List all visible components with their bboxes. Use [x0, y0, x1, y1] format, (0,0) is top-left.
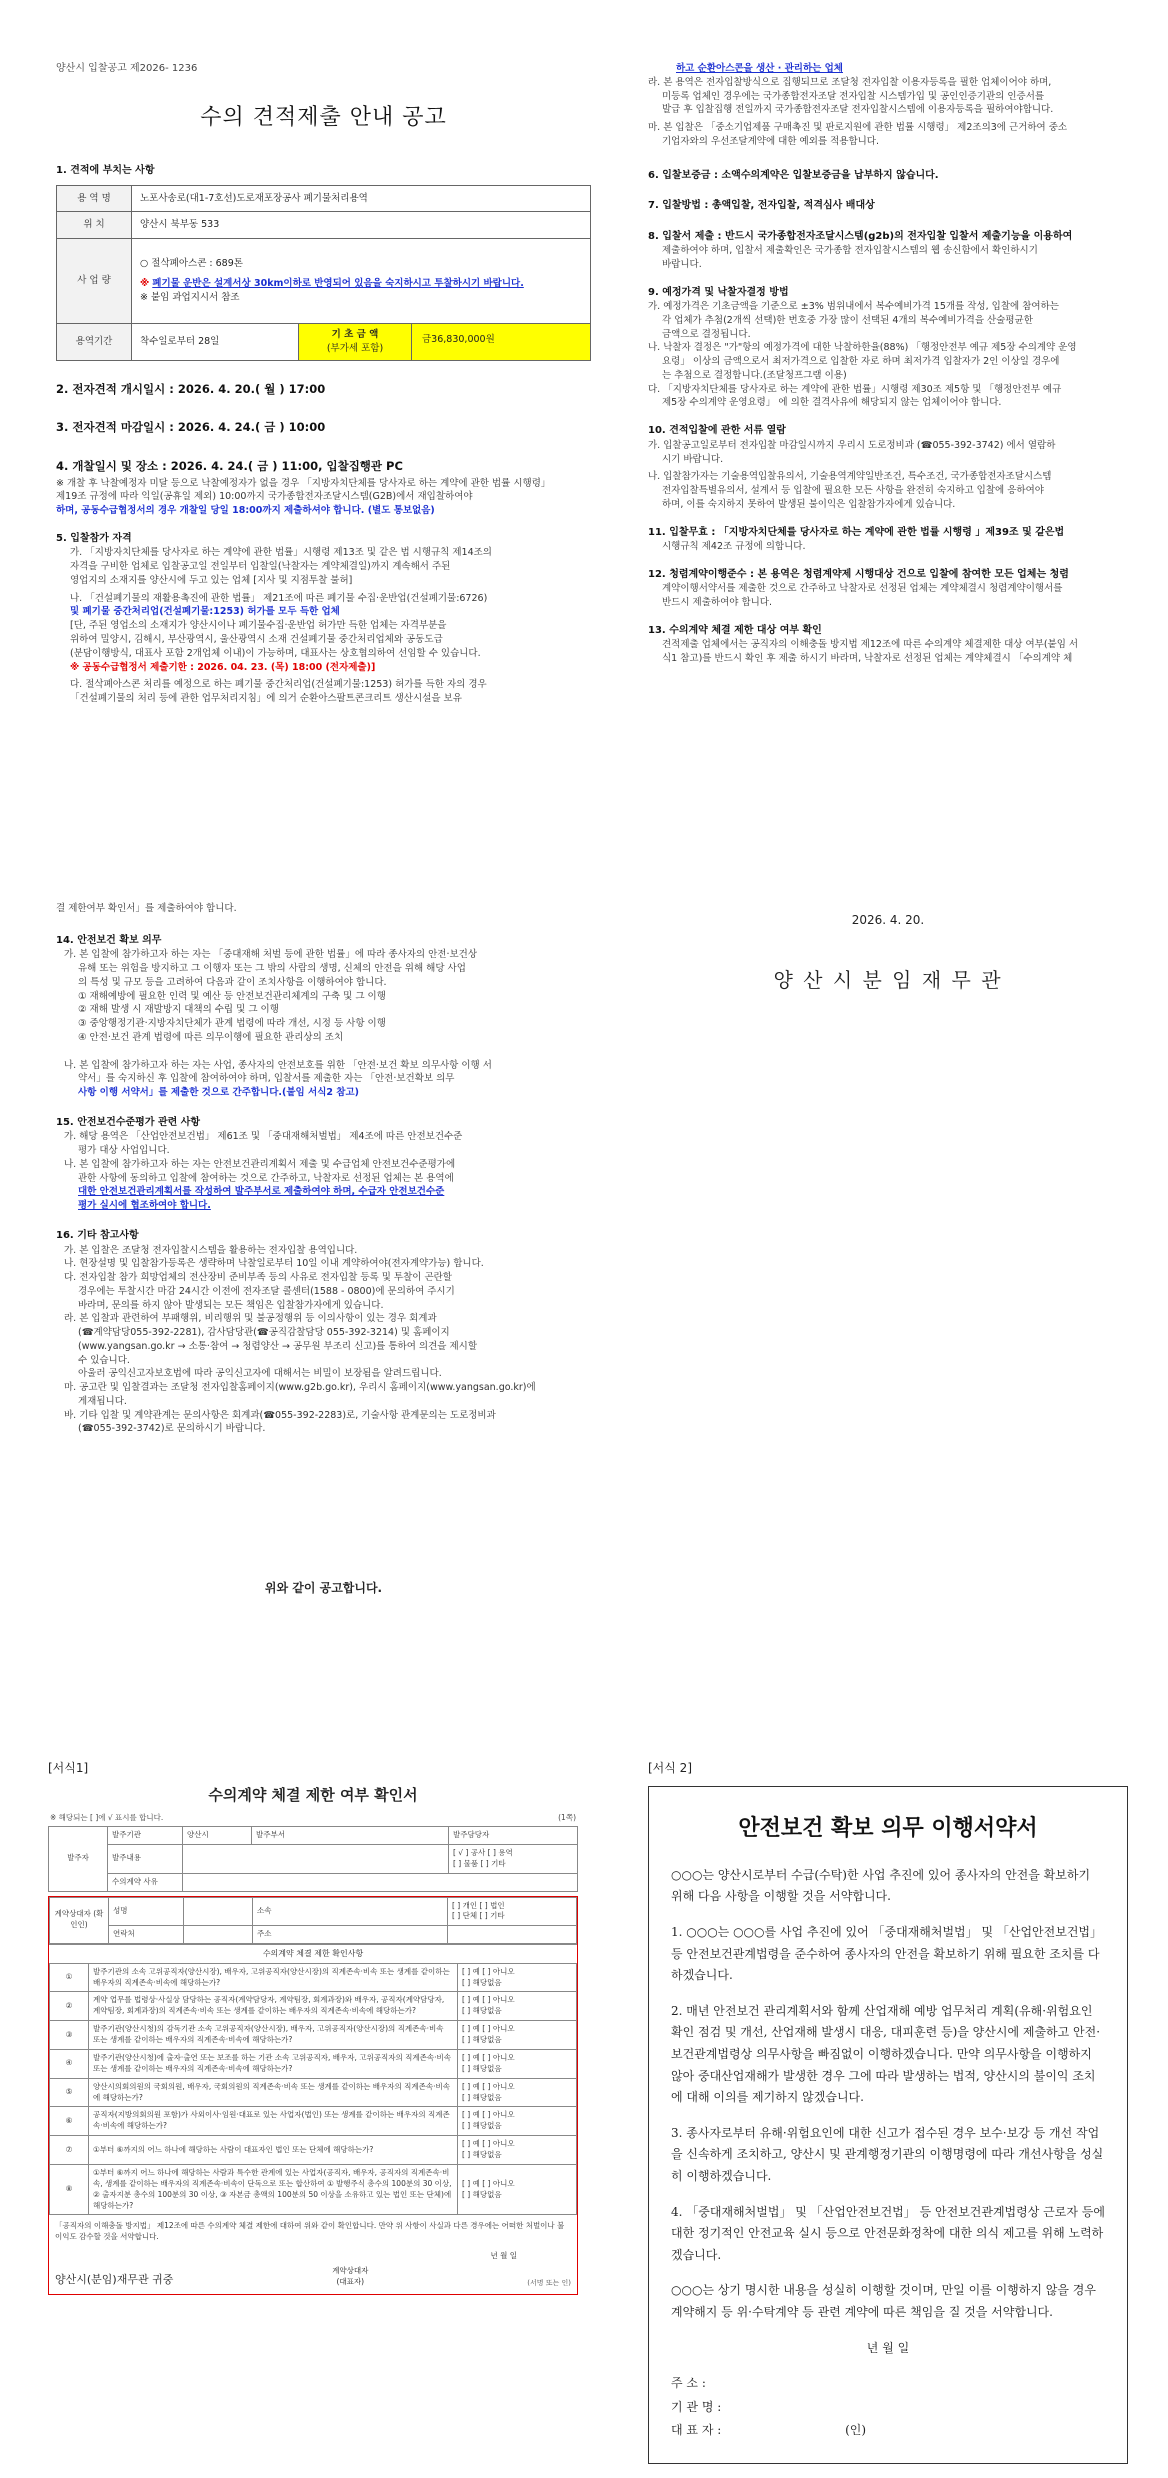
form1-note: ※ 해당되는 [ ]에 √ 표시를 합니다. [50, 1813, 164, 1823]
overview-location-value: 양산시 북부동 533 [132, 212, 591, 239]
form1-label: [서식1] [48, 1761, 89, 1775]
form1 [48, 1760, 578, 2463]
section-15-ga-line: 가. 해당 용역은 「산업안전보건법」 제61조 및 「중대재해처벌법」 제4조에 따른 안전보건수준 [64, 1131, 463, 1143]
section-4: 4. 개찰일시 및 장소 : 2026. 4. 24.( 금 ) 11:00, 입찰집행관 PC [56, 458, 403, 473]
section-8-line: 8. 입찰서 제출 : 반드시 국가종합전자조달시스템(g2b)의 전자입찰 입찰서 제출기능을 이용하여 [648, 230, 1073, 242]
overview-row-project [57, 185, 591, 212]
section-16-da-line: 다. 전자입찰 참가 희망업체의 전산장비 준비부족 등의 사유로 전자입찰 등록 및 투찰이 곤란할 [64, 1272, 452, 1284]
overview-row-location [57, 212, 591, 239]
section-5-heading: 5. 입찰참가 자격 [56, 532, 132, 544]
form1-item-row [50, 2021, 577, 2050]
form1-item-not-applicable[interactable]: [ ] 해당없음 [462, 2006, 502, 2016]
section-4-notes [56, 477, 591, 518]
section-5-na-deadline: ※ 공동수급협정서 제출기한 : 2026. 04. 23. (목) 18:00 (전자제출)] [70, 661, 376, 673]
form1-item-yes-no[interactable]: [ ] 예 [ ] 아니오 [462, 2178, 515, 2188]
form1-item-not-applicable[interactable]: [ ] 해당없음 [462, 2092, 502, 2102]
section-9-na-line: 는 추첨으로 결정합니다.(조달청프그램 이용) [662, 369, 847, 381]
section-11 [648, 526, 1168, 554]
form1-item-yes-no[interactable]: [ ] 예 [ ] 아니오 [462, 2024, 515, 2034]
form1-footer-text: 「공직자의 이해충돌 방지법」 제12조에 따른 수의계약 체결 제한에 대하여 위와 같이 확인합니다. 만약 위 사항이 사실과 다른 경우에는 어떠한 처벌이나 불이익도 감수할 것을 서약합니다. [55, 2221, 565, 2242]
form1-meta [50, 1813, 576, 1824]
section-5-ma-line: 마. 본 입찰은 「중소기업제품 구매촉진 및 판로지원에 관한 법률 시행령」 제2조의3에 근거하여 중소 [648, 122, 1068, 134]
section-16-ba-line: 바. 기타 입찰 및 계약관계는 문의사항은 회계과(☎055-392-2283)로, 기술사항 관계문의는 도로정비과 [64, 1409, 496, 1421]
form1-item-number: ② [50, 1992, 89, 2021]
section-15-na-line: 나. 본 입찰에 참가하고자 하는 자는 안전보건관리계획서 제출 및 수급업체 안전보건수준평가에 [64, 1158, 456, 1170]
notice-issuer: 양 산 시 분 임 재 무 관 [773, 968, 1003, 992]
form1-orderer-org-value: 양산시 [183, 1827, 252, 1845]
form1-item-question: 발주기관의 소속 고위공직자(양산시장), 배우자, 고위공직자(양산시장)의 직계존속·비속 또는 생계를 같이하는 배우자의 직계존속·비속에 해당하는가? [89, 1963, 458, 1992]
form1-party-addr-label: 주소 [253, 1926, 448, 1944]
form1-party-label: 계약상대자 (확인인) [50, 1897, 109, 1944]
form2-seal[interactable]: (인) [845, 2423, 867, 2438]
overview-period-label: 용역기간 [57, 324, 132, 361]
section-5-na-line: 나. 「건설폐기물의 재활용촉진에 관한 법률」 제21조에 따른 폐기물 수집·운반업(건설폐기물:6726) [70, 592, 488, 604]
section-13-line: 식1 참고)를 반드시 확인 후 제출 하시기 바라며, 낙찰자로 선정된 업체는 계약체결시 「수의계약 체 [662, 653, 1073, 665]
form1-date-line: 년 월 일 [490, 2251, 517, 2261]
section-16-ra-line: 아울러 공익신고자보호법에 따라 공익신고자에 대해서는 비밀이 보장됨을 알려드립니다. [78, 1368, 442, 1380]
section-16-ma-line: 마. 공고란 및 입찰결과는 조달청 전자입찰홈페이지(www.g2b.go.kr), 우리시 홈페이지(www.yangsan.go.kr)에 [64, 1382, 536, 1394]
section-12 [648, 568, 1168, 610]
form1-contract-options-row2[interactable]: [ ] 물품 [ ] 기타 [453, 1858, 506, 1868]
section-15-heading: 15. 안전보건수준평가 관련 사항 [56, 1116, 201, 1128]
form1-reason-label: 수의계약 사유 [108, 1873, 183, 1891]
section-6: 6. 입찰보증금 : 소액수의계약은 입찰보증금을 납부하지 않습니다. [648, 169, 939, 181]
form1-orderer-org-label: 발주기관 [108, 1827, 183, 1845]
form2-item: 1. ○○○는 ○○○를 사업 추진에 있어 「중대재해처벌법」 및 「산업안전보건법」 등 안전보건관계법령을 준수하여 종사자의 안전을 확보하기 위해 필요한 조치를 다하겠습니다. [671, 1925, 1102, 1983]
section-14-ga-line: 유해 또는 위험을 방지하고 그 이행자 또는 그 밖의 사람의 생명, 신체의 안전을 위해 해당 사업 [78, 963, 466, 975]
form1-item-number: ④ [50, 2049, 89, 2078]
section-16-da-line: 경우에는 투찰시간 마감 24시간 이전에 전자조달 콜센터(1588 - 0800)에 문의하여 주시기 [78, 1285, 455, 1297]
notice-date: 2026. 4. 20. [851, 913, 925, 927]
form1-items-table [49, 1963, 577, 2216]
form1-contract-value[interactable] [183, 1844, 449, 1873]
overview-base-label-box [299, 324, 412, 360]
form1-signer-role: 계약상대자 [332, 2266, 369, 2276]
form1-item-answer[interactable] [458, 2136, 577, 2165]
section-8 [648, 230, 1168, 272]
form1-item-answer[interactable] [458, 2164, 577, 2215]
section-16-ra-line: 라. 본 입찰과 관련하여 부패행위, 비리행위 및 불공정행위 등 이의사항이 있는 경우 회계과 [64, 1313, 437, 1325]
form1-item-answer[interactable] [458, 1992, 577, 2021]
section-16-ba-line: (☎055-392-3742)로 문의하시기 바랍니다. [78, 1423, 266, 1435]
section-14-na-line: 약서」를 숙지하신 후 입찰에 참여하여야 하며, 입찰서를 제출한 자는 「안전·보건확보 의무 [78, 1073, 455, 1085]
overview-base-cell [299, 324, 591, 361]
section-16-da-line: 바라며, 문의를 하지 않아 발생되는 모든 책임은 입찰참가자에게 있습니다. [78, 1299, 384, 1311]
section-2: 2. 전자견적 개시일시 : 2026. 4. 20.( 월 ) 17:00 [56, 381, 326, 396]
form1-item-row [50, 2164, 577, 2215]
section-14-ga-line: 가. 본 입찰에 참가하고자 하는 자는 「중대재해 처벌 등에 관한 법률」에 따라 종사자의 안전·보건상 [64, 949, 478, 961]
form1-item-yes-no[interactable]: [ ] 예 [ ] 아니오 [462, 2052, 515, 2062]
form1-contract-options-row1[interactable]: [ √ ] 공사 [ ] 용역 [453, 1847, 513, 1857]
section-16-na: 나. 현장설명 및 입찰참가등록은 생략하며 낙찰일로부터 10일 이내 계약하여야(전자계약가능) 합니다. [64, 1258, 484, 1270]
form1-page: (1쪽) [558, 1813, 576, 1823]
section-13-heading: 13. 수의계약 체결 제한 대상 여부 확인 [648, 624, 822, 636]
section-9-ga-line: 각 업체가 추첨(2개씩 선택)한 번호중 가장 많이 선택된 4개의 복수예비가격을 산술평균한 [662, 314, 1033, 326]
section-9-ga-line: 가. 예정가격은 기초금액을 기준으로 ±3% 범위내에서 복수예비가격 15개를 작성, 입찰에 참여하는 [648, 301, 1059, 313]
form1-sign-row [49, 2264, 577, 2294]
form1-addressee: 양산시(분임)재무관 귀중 [55, 2272, 174, 2286]
form1-seal[interactable]: (서명 또는 인) [527, 2278, 571, 2287]
section-8-line: 바랍니다. [662, 258, 702, 270]
form1-item-row [50, 2049, 577, 2078]
overview-project-value: 노포사송로(대1-7호선)도로재포장공사 폐기물처리용역 [132, 185, 591, 212]
section-10-heading: 10. 견적입찰에 관한 서류 열람 [648, 425, 786, 437]
section-3: 3. 전자견적 마감일시 : 2026. 4. 24.( 금 ) 10:00 [56, 420, 326, 435]
form1-item-answer[interactable] [458, 2078, 577, 2107]
form1-item-question: 발주기관(양산시청)의 감독기관 소속 고위공직자(양산시장), 배우자, 고위공직자(양산시장)의 직계존속·비속 또는 생계를 같이하는 배우자의 직계존속·비속에 해당하는가? [89, 2021, 458, 2050]
form2-item: 4. 「중대재해처벌법」 및 「산업안전보건법」 등 안전보건관계법령상 근로자 등에 대한 정기적인 안전교육 실시 등으로 안전문화정착에 대한 의식 제고를 위해 노력하겠습니다. [671, 2204, 1105, 2262]
section-16-ma-line: 게재됩니다. [78, 1395, 127, 1407]
overview-project-label: 용 역 명 [57, 185, 132, 212]
form1-item-not-applicable[interactable]: [ ] 해당없음 [462, 2150, 502, 2160]
overview-location-label: 위 치 [57, 212, 132, 239]
overview-scope-note-mark: ※ [140, 278, 150, 290]
form1-item-row [50, 1963, 577, 1992]
section-12-line: 12. 청렴계약이행준수 : 본 용역은 청렴계약제 시행대상 건으로 입찰에 참여한 모든 업체는 청렴 [648, 568, 1069, 580]
section-9-na-line: 요령」 이상의 금액으로서 최저가격으로 입찰한 자로 하며 최저가격 입찰자가 2인 이상일 경우에 [662, 356, 1060, 368]
section-5-ra-line: 라. 본 용역은 전자입찰방식으로 집행되므로 조달청 전자입찰 이용자등록을 필한 업체이어야 하며, [648, 76, 1052, 88]
section-15-body [64, 1130, 591, 1213]
section-5-na-line: 위하여 밀양시, 김해시, 부산광역시, 울산광역시 소재 건설폐기물 중간처리업체와 공동도급 [70, 633, 443, 645]
form2 [648, 1760, 1128, 2463]
form1-item-row [50, 2136, 577, 2165]
section-10-body [648, 439, 1168, 512]
form1-orderer-person-label: 발주담당자 [449, 1827, 578, 1845]
notice-title: 수의 견적제출 안내 공고 [200, 105, 447, 130]
form1-item-not-applicable[interactable]: [ ] 해당없음 [462, 1977, 502, 1987]
form1-item-yes-no[interactable]: [ ] 예 [ ] 아니오 [462, 2081, 515, 2091]
form2-rep-row [671, 2420, 1105, 2442]
section-9-na-line: 나. 낙찰자 결정은 "가"항의 예정가격에 대한 낙찰하한율(88%) 「행정안전부 예규 제5장 수의계약 운영 [648, 342, 1077, 354]
form1-orderer-table [48, 1826, 578, 1892]
form1-item-number: ① [50, 1963, 89, 1992]
form1-party-affil-options[interactable] [448, 1897, 577, 1926]
section-13-line: 결 제한여부 확인서」를 제출하여야 합니다. [56, 903, 237, 914]
section-11-line: 11. 입찰무효 : 「지방자치단체를 당사자로 하는 계약에 관한 법률 시행령 」제39조 및 같은법 [648, 526, 1065, 538]
form1-item-question: 계약 업무를 법령상·사실상 담당하는 공직자(계약담당자, 계약팀장, 회계과장)와 배우자, 공직자(계약담당자, 계약팀장, 회계과장)의 직계존속·비속 또는 생계를 같이하는 배우자의 직계존속·비속에 해당하는가? [89, 1992, 458, 2021]
form1-item-not-applicable[interactable]: [ ] 해당없음 [462, 2035, 502, 2045]
notice-ref-number: 양산시 입찰공고 제2026- 1236 [56, 63, 198, 74]
overview-scope-note [140, 277, 582, 291]
form1-item-answer[interactable] [458, 2021, 577, 2050]
section-5-da-line: 「건설폐기물의 처리 등에 관한 업무처리지침」에 의거 순환아스팔트콘크리트 생산시설을 보유 [70, 693, 462, 705]
section-15-na-line: 평가 실시에 협조하여야 합니다. [78, 1200, 211, 1212]
section-14-body [64, 948, 591, 1100]
section-9-da-line: 제5장 수의계약 운영요령」 에 의한 결격사유에 해당되지 않는 업체이어야 합니다. [662, 397, 1002, 409]
section-8-line: 제출하여야 하며, 입찰서 제출확인은 국가종합 전자입찰시스템의 웹 송신함에서 확인하시기 [662, 245, 1038, 257]
form2-org-row [671, 2397, 1105, 2419]
form1-party-affil-label: 소속 [253, 1897, 448, 1926]
notice-closing: 위와 같이 공고합니다. [264, 1581, 383, 1595]
form2-rep-label: 대 표 자 : [671, 2423, 722, 2438]
form1-party-contact-value[interactable] [184, 1926, 253, 1944]
section-14-na-line: 나. 본 입찰에 참가하고자 하는 자는 사업, 종사자의 안전보호를 위한 「안전·보건 확보 의무사항 이행 서 [64, 1059, 492, 1071]
overview-row-scope [57, 239, 591, 324]
section-5-da-line: 하고 순환아스콘을 생산 · 관리하는 업체 [676, 63, 843, 74]
section-5-ra-line: 미등록 업체인 경우에는 국가종합전자조달 전자입찰 시스템가입 및 공인인증기관의 인증서를 [662, 90, 1045, 102]
section-15-na-line: 관한 사항에 동의하고 입찰에 참여하는 것으로 간주하고, 낙찰자로 선정된 업체는 본 용역에 [78, 1172, 454, 1184]
form1-item-row [50, 1992, 577, 2021]
section-11-line: 시행규칙 제42조 규정에 의합니다. [662, 541, 806, 553]
overview-row-period [57, 324, 591, 361]
form1-item-answer[interactable] [458, 2107, 577, 2136]
form1-item-not-applicable[interactable]: [ ] 해당없음 [462, 2189, 502, 2199]
form1-item-number: ⑦ [50, 2136, 89, 2165]
overview-scope-label: 사 업 량 [57, 239, 132, 324]
section-4-note-line: 하며, 공동수급협정서의 경우 개찰일 당일 18:00까지 제출하셔야 합니다. (별도 통보없음) [56, 505, 435, 517]
section-14-ga-item: ① 재해예방에 필요한 인력 및 예산 등 안전보건관리체계의 구축 및 그 이행 [78, 990, 386, 1002]
form1-section-title: 수의계약 체결 제한 확인사항 [49, 1944, 577, 1963]
section-15-na-line: 대한 안전보건관리계획서를 작성하여 발주부서로 제출하여야 하며, 수급자 안전보건수준 [78, 1186, 445, 1198]
section-16-ra-line: 수 있습니다. [78, 1354, 130, 1366]
form2-title: 안전보건 확보 의무 이행서약서 [738, 1815, 1038, 1841]
section-7: 7. 입찰방법 : 총액입찰, 전자입찰, 적격심사 배대상 [648, 200, 875, 212]
section-14-ga-item: ③ 중앙행정기관·지방자치단체가 관계 법령에 따라 개선, 시정 등 사항 이행 [78, 1018, 386, 1030]
form1-item-number: ⑤ [50, 2078, 89, 2107]
section-10-ga-line: 시기 바랍니다. [662, 453, 724, 465]
form2-address-row [671, 2373, 1105, 2395]
section-14-ga-item: ④ 안전·보건 관계 법령에 따른 의무이행에 필요한 관리상의 조치 [78, 1031, 344, 1043]
form1-item-number: ⑥ [50, 2107, 89, 2136]
section-14-na-line: 사항 이행 서약서」를 제출한 것으로 간주합니다.(붙임 서식2 참고) [78, 1087, 359, 1099]
form1-title: 수의계약 체결 제한 여부 확인서 [208, 1786, 418, 1805]
form1-signer-role2: (대표자) [336, 2276, 365, 2286]
form1-item-not-applicable[interactable]: [ ] 해당없음 [462, 2121, 502, 2131]
overview-scope-note-text: 폐기물 운반은 설계서상 30km이하로 반영되어 있음을 숙지하시고 투찰하시기 바랍니다. [152, 278, 524, 290]
section-9-ga-line: 금액으로 결정됩니다. [662, 328, 751, 340]
form2-closing: ○○○는 상기 명시한 내용을 성실히 이행할 것이며, 만일 이를 이행하지 않을 경우 계약해지 등 위·수탁계약 등 관련 계약에 따른 책임을 질 것을 서약합니다. [671, 2283, 1096, 2319]
section-16-ga: 가. 본 입찰은 조달청 전자입찰시스템을 활용하는 전자입찰 용역입니다. [64, 1244, 358, 1256]
form1-party-name-value[interactable] [184, 1897, 253, 1926]
form1-party-table [49, 1897, 577, 1945]
form1-item-question: 양산시의회의원의 국회의원, 배우자, 국회의원의 직계존속·비속 또는 생계를 같이하는 배우자의 직계존속·비속에 해당하는가? [89, 2078, 458, 2107]
form1-orderer-dept-label: 발주부서 [252, 1827, 449, 1845]
section-1-heading: 1. 견적에 부치는 사항 [56, 165, 155, 176]
form1-reason-value[interactable] [183, 1873, 578, 1891]
section-9-heading: 9. 예정가격 및 낙찰자결정 방법 [648, 286, 789, 298]
overview-period-value: 착수일로부터 28일 [132, 324, 299, 361]
section-16-body [64, 1244, 591, 1437]
form1-orderer-label: 발주자 [49, 1827, 108, 1892]
section-16-ra-line: (☎계약담당055-392-2281), 감사담당관(☎공직감찰담당 055-392-3214) 및 홈페이지 [78, 1327, 450, 1339]
section-10-na-line: 하며, 이를 숙지하지 못하여 발생된 불이익은 입찰참가자에게 있습니다. [662, 498, 956, 510]
overview-scope-item: ○ 절삭폐아스콘 : 689톤 [140, 258, 243, 270]
form1-item-answer[interactable] [458, 2049, 577, 2078]
section-5-ga-line: 자격을 구비한 업체로 입찰공고일 전일부터 입찰일(낙찰자는 계약체결일)까지 계속해서 주된 [70, 561, 451, 573]
section-5-ga-line: 가. 「지방자치단체를 당사자로 하는 계약에 관한 법률」시행령 제13조 및 같은 법 시행규칙 제14조의 [70, 547, 492, 559]
section-9-body [648, 300, 1168, 410]
section-5-na-line: [단, 주된 영업소의 소재지가 양산시이나 폐기물수집·운반업 허가만 득한 업체는 자격부분을 [70, 620, 447, 632]
overview-base-sublabel: (부가세 포함) [326, 342, 384, 354]
overview-table [56, 185, 591, 361]
section-5-na-line: (분담이행방식, 대표사 포함 2개업체 이내)이 가능하며, 대표사는 상호협의하여 선임할 수 있습니다. [70, 647, 481, 659]
form1-item-question: 발주기관(양산시청)에 출자·출연 또는 보조를 하는 기관 소속 고위공직자, 배우자, 고위공직자의 직계존속·비속 또는 생계를 같이하는 배우자의 직계존속·비속에 해당하는가? [89, 2049, 458, 2078]
overview-base-label: 기 초 금 액 [331, 329, 379, 341]
form1-item-question: ①부터 ⑥까지 어느 하나에 해당하는 사람과 특수한 관계에 있는 사업자(공직자, 배우자, 공직자의 직계존속·비속, 생계를 같이하는 배우자의 직계존속·비속이 단독으로 또는 합산하여 ① 발행주식 총수의 100분의 30 이상, ② 출자지분 총수의 100분의 30 이상, ③ 자본금 총액의 100분의 50 이상을 소유하고 있는 법인 또는 단체)에 해당하는가? [89, 2164, 458, 2215]
form1-party-name-label: 성명 [109, 1897, 184, 1926]
section-16-ra-line: (www.yangsan.go.kr → 소통·참여 → 청렴양산 → 공무원 부조리 신고)를 통하여 의견을 제시할 [78, 1340, 477, 1352]
section-16-heading: 16. 기타 참고사항 [56, 1230, 139, 1242]
form1-item-yes-no[interactable]: [ ] 예 [ ] 아니오 [462, 2110, 515, 2120]
section-5-ra-line: 발급 후 입찰집행 전일까지 국가종합전자조달 전자입찰시스템에 이용자등록을 필하여야합니다. [662, 104, 1054, 116]
form1-item-answer[interactable] [458, 1963, 577, 1992]
form1-party-affil-options-row1[interactable]: [ ] 개인 [ ] 법인 [452, 1900, 505, 1910]
section-5-da-line: 다. 절삭폐아스콘 처리를 예정으로 하는 폐기물 중간처리업(건설폐기물:1253) 허가를 득한 자의 경우 [70, 679, 487, 691]
section-5-ra [648, 76, 1168, 149]
section-14-ga-line: 의 특성 및 규모 등을 고려하여 다음과 같이 조치사항을 이행하여야 합니다. [78, 976, 387, 988]
form1-item-row [50, 2078, 577, 2107]
form1-item-question: 공직자(지방의회의원 포함)가 사외이사·임원·대표로 있는 사업자(법인) 또는 생계를 같이하는 배우자의 직계존속·비속에 해당하는가? [89, 2107, 458, 2136]
overview-scope-note2: ※ 붙임 과업지시서 참조 [140, 291, 240, 303]
form1-item-number: ⑧ [50, 2164, 89, 2215]
section-15-ga-line: 평가 대상 사업입니다. [78, 1145, 170, 1157]
form1-item-row [50, 2107, 577, 2136]
form1-contract-options[interactable] [449, 1844, 578, 1873]
form1-contract-label: 발주내용 [108, 1844, 183, 1873]
form2-item: 2. 매년 안전보건 관리계획서와 함께 산업재해 예방 업무처리 계획(유해·위험요인 확인 점검 및 개선, 산업재해 발생시 대응, 대피훈련 등)을 양산시에 제출하고 안전·보건관계법령상 의무사항을 빠짐없이 이행하겠습니다. 만약 의무사항을 이행하지 않아 중대산업재해가 발생한 경우 그에 따라 발생하는 법적, 양산시의 불이익 조치에 대해 이의를 제기하지 않겠습니다. [671, 2003, 1101, 2105]
form1-party-box [48, 1896, 578, 2295]
form1-item-question: ①부터 ⑥까지의 어느 하나에 해당하는 사람이 대표자인 법인 또는 단체에 해당하는가? [89, 2136, 458, 2165]
form1-item-number: ③ [50, 2021, 89, 2050]
notice-left-column [56, 164, 591, 706]
section-9-da-line: 다. 「지방자치단체를 당사자로 하는 계약에 관한 법률」시행령 제30조 제5항 및 「행정안전부 예규 [648, 383, 1062, 395]
section-14-heading: 14. 안전보건 확보 의무 [56, 934, 162, 946]
notice-right-column [648, 62, 1168, 666]
form1-item-yes-no[interactable]: [ ] 예 [ ] 아니오 [462, 2139, 515, 2149]
form2-box [648, 1786, 1128, 2464]
form1-item-not-applicable[interactable]: [ ] 해당없음 [462, 2063, 502, 2073]
overview-base-amount: 금36,830,000원 [422, 334, 495, 346]
form2-item: 3. 종사자로부터 유해·위험요인에 대한 신고가 접수된 경우 보수·보강 등 개선 작업을 신속하게 조치하고, 양산시 및 관계행정기관의 이행명령에 따라 개선사항을 성실히 이행하겠습니다. [671, 2125, 1104, 2184]
form1-party-addr-value[interactable] [448, 1926, 577, 1944]
section-5-ga-line: 영업지의 소재지를 양산시에 두고 있는 업체 [지사 및 지점투찰 불허] [70, 574, 353, 586]
section-10-ga-line: 가. 입찰공고일로부터 전자입찰 마감일시까지 우리시 도로정비과 (☎055-392-3742) 에서 열람하 [648, 439, 1056, 451]
notice-bottom-left-column [56, 902, 591, 1436]
section-14-ga-item: ② 재해 발생 시 재발방지 대책의 수립 및 그 이행 [78, 1004, 279, 1016]
section-10-na-line: 나. 입찰참가자는 기술용역입찰유의서, 기술용역계약일반조건, 특수조건, 국가종합전자조달시스템 [648, 471, 1052, 483]
section-5-ma-line: 기업자와의 우선조달계약에 대한 예외를 적용합니다. [662, 135, 879, 147]
form2-label: [서식 2] [648, 1761, 692, 1775]
form1-party-contact-label: 연락처 [109, 1926, 184, 1944]
form2-address-label: 주 소 : [671, 2376, 706, 2391]
section-5-na-line: 및 폐기물 중간처리업(건설폐기물:1253) 허가를 모두 득한 업체 [70, 606, 340, 618]
section-13-line: 견적제출 업체에서는 공직자의 이해충돌 방지법 제12조에 따른 수의계약 체결제한 대상 여부(붙임 서 [662, 639, 1079, 651]
form2-intro: ○○○는 양산시로부터 수급(수탁)한 사업 추진에 있어 종사자의 안전을 확보하기 위해 다음 사항을 이행할 것을 서약합니다. [671, 1867, 1091, 1904]
section-5-body [70, 546, 591, 705]
overview-scope-value [132, 239, 591, 324]
form2-org-label: 기 관 명 : [671, 2399, 722, 2414]
form2-date-line: 년 월 일 [866, 2340, 910, 2355]
form1-item-yes-no[interactable]: [ ] 예 [ ] 아니오 [462, 1966, 515, 1976]
section-12-line: 계약이행서약서를 제출한 것으로 간주하고 낙찰자로 선정된 업체는 계약체결시 청렴계약이행서를 [662, 583, 1063, 595]
section-4-note-line: 제19조 규정에 따라 익일(공휴일 제외) 10:00까지 국가종합전자조달시스템(G2B)에서 재입찰하여야 [56, 491, 473, 503]
section-10-na-line: 전자입찰특별유의서, 설계서 등 입찰에 필요한 모든 사항을 완전히 숙지하고 입찰에 응하여야 [662, 485, 1044, 497]
section-12-line: 반드시 제출하여야 합니다. [662, 597, 773, 609]
form1-party-affil-options-row2[interactable]: [ ] 단체 [ ] 기타 [452, 1911, 505, 1921]
form1-item-yes-no[interactable]: [ ] 예 [ ] 아니오 [462, 1995, 515, 2005]
form1-signer [332, 2266, 368, 2288]
section-4-note-line: ※ 개찰 후 낙찰예정자 미달 등으로 낙찰예정자가 없을 경우 「지방자치단체를 당사자로 하는 계약에 관한 법률 시행령」 [56, 477, 551, 489]
